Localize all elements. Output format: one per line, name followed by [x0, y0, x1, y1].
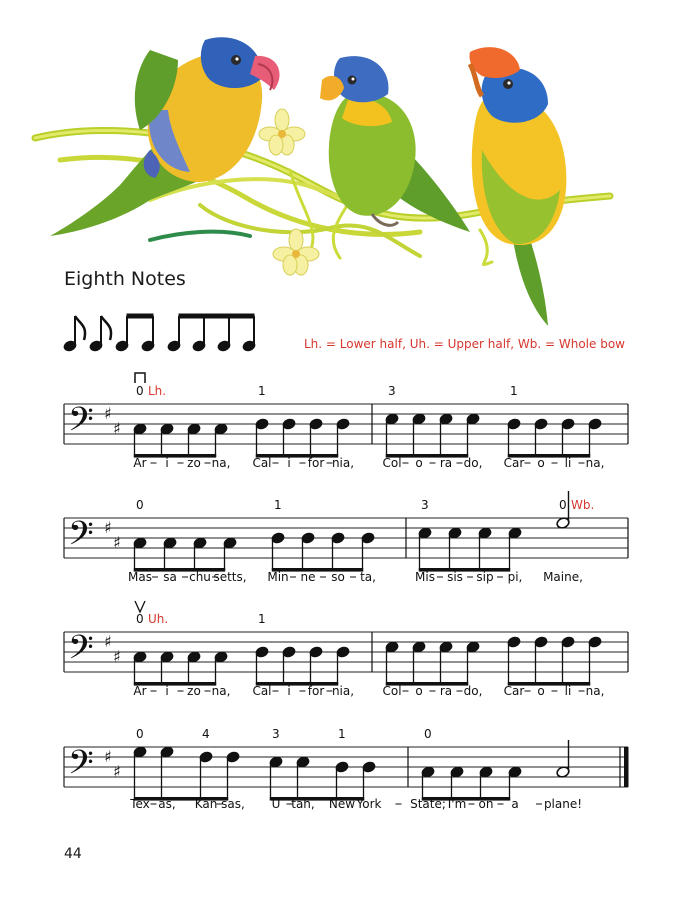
sharp-icon: ♯ [104, 632, 112, 651]
lyric-syllable: i [165, 456, 169, 470]
bowing-legend: Lh. = Lower half, Uh. = Upper half, Wb. = Whole bow [304, 337, 625, 351]
fingering-number: 1 [258, 384, 266, 398]
bass-clef-icon: 𝄢 [68, 515, 94, 561]
lyric-syllable: Kan [194, 797, 218, 811]
fingering-number: 1 [338, 727, 346, 741]
bow-marking: Lh. [148, 384, 167, 398]
fingering-number: 3 [388, 384, 396, 398]
lyric-syllable: I'm [447, 797, 467, 811]
lyric-syllable: ta, [360, 570, 376, 584]
fingering-number: 1 [510, 384, 518, 398]
section-heading: Eighth Notes [64, 268, 186, 290]
lyric-syllable: i [287, 456, 291, 470]
up-bow-icon [135, 601, 145, 612]
fingering-number: 4 [202, 727, 210, 741]
lyric-syllable: a [511, 797, 519, 811]
lyric-syllable: Ar [133, 456, 147, 470]
lyric-syllable: ra [439, 456, 453, 470]
lyric-syllable: for [307, 456, 325, 470]
lyric-syllable: Cal [252, 684, 272, 698]
fingering-number: 3 [272, 727, 280, 741]
page-number: 44 [64, 846, 82, 862]
bass-clef-icon: 𝄢 [68, 744, 94, 790]
lyric-syllable: Ar [133, 684, 147, 698]
lyric-syllable: so [331, 570, 345, 584]
lyric-syllable: Col [382, 684, 402, 698]
sharp-icon: ♯ [113, 647, 121, 666]
lyric-syllable: Cal [252, 456, 272, 470]
fingering-number: 0 [136, 727, 144, 741]
lyric-syllable: do, [463, 456, 483, 470]
down-bow-icon [135, 373, 145, 383]
fingering-number: 0 [136, 498, 144, 512]
lyric-syllable: for [307, 684, 325, 698]
lyric-syllable: Car [503, 456, 525, 470]
lyric-syllable: o [415, 684, 423, 698]
lyric-syllable: nia, [331, 684, 355, 698]
lyric-syllable: State; [410, 797, 446, 811]
lyric-syllable: i [165, 684, 169, 698]
lyric-syllable: Maine, [543, 570, 583, 584]
lyric-syllable: sis [447, 570, 463, 584]
bow-marking: Uh. [148, 612, 169, 626]
lyric-syllable: Min [267, 570, 289, 584]
lyric-syllable: ne [300, 570, 316, 584]
lyric-syllable: na, [585, 684, 605, 698]
fingering-number: 3 [421, 498, 429, 512]
sharp-icon: ♯ [113, 419, 121, 438]
fingering-number: 0 [424, 727, 432, 741]
lyric-syllable: U [271, 797, 281, 811]
final-barline [624, 747, 629, 787]
sharp-icon: ♯ [104, 518, 112, 537]
fingering-number: 1 [258, 612, 266, 626]
lyric-syllable: plane! [543, 797, 583, 811]
lyric-syllable: pi, [507, 570, 523, 584]
lyric-syllable: zo [187, 684, 201, 698]
lyric-syllable: ra [439, 684, 453, 698]
sharp-icon: ♯ [113, 762, 121, 781]
lyric-syllable: Car [503, 684, 525, 698]
lyric-syllable: Mis [415, 570, 435, 584]
fingering-number: 0 [559, 498, 567, 512]
lyric-syllable: chu [189, 570, 211, 584]
lyric-syllable: setts, [213, 570, 247, 584]
lyric-syllable: na, [211, 456, 231, 470]
lyric-syllable: o [537, 456, 545, 470]
lyric-syllable: Mas [128, 570, 152, 584]
lyric-syllable: New [328, 797, 356, 811]
fingering-number: 1 [274, 498, 282, 512]
lyric-syllable: Tex [130, 797, 150, 811]
bass-clef-icon: 𝄢 [68, 401, 94, 447]
bass-clef-icon: 𝄢 [68, 629, 94, 675]
fingering-number: 0 [136, 384, 144, 398]
sharp-icon: ♯ [104, 747, 112, 766]
lyric-syllable: do, [463, 684, 483, 698]
lyric-syllable: na, [585, 456, 605, 470]
lyric-syllable: i [287, 684, 291, 698]
lyric-syllable: as, [158, 797, 176, 811]
lyric-syllable: sa [163, 570, 177, 584]
lyric-syllable: li [564, 456, 572, 470]
lyric-syllable: sas, [221, 797, 245, 811]
lyric-syllable: York [356, 797, 382, 811]
lyric-syllable: Col [382, 456, 402, 470]
lyric-syllable: li [564, 684, 572, 698]
bow-marking: Wb. [571, 498, 595, 512]
lyric-syllable: o [537, 684, 545, 698]
lyric-syllable: on [478, 797, 494, 811]
lyric-syllable: nia, [331, 456, 355, 470]
lyric-syllable: zo [187, 456, 201, 470]
lyric-syllable: sip [476, 570, 494, 584]
fingering-number: 0 [136, 612, 144, 626]
sharp-icon: ♯ [104, 404, 112, 423]
sharp-icon: ♯ [113, 533, 121, 552]
lyric-syllable: na, [211, 684, 231, 698]
lyric-syllable: tah, [291, 797, 315, 811]
lyric-syllable: o [415, 456, 423, 470]
